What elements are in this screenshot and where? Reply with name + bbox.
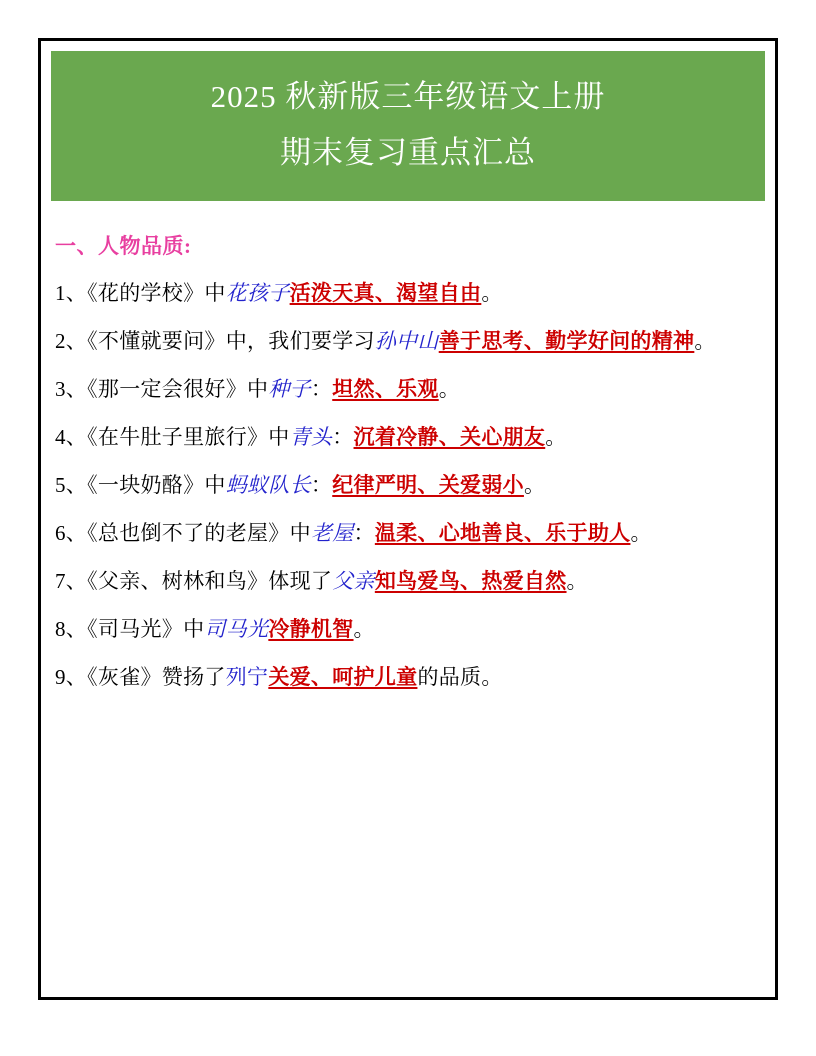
item-prefix: 《总也倒不了的老屋》中 [87,521,311,545]
list-item [55,317,761,365]
item-character-name: 老屋 [310,521,354,545]
item-index: 3、 [55,377,88,401]
item-suffix: 。 [630,521,652,545]
item-character-name: 蚂蚁队长 [225,473,311,497]
item-index: 7、 [55,569,88,593]
item-suffix: 。 [353,617,375,641]
section-heading: 一、人物品质: [55,234,192,258]
item-highlight: 冷静机智 [268,617,354,641]
item-highlight: 关爱、呵护儿童 [268,665,418,689]
item-highlight: 坦然、乐观 [332,377,439,401]
item-index: 6、 [55,521,88,545]
item-mid: ： [310,377,333,401]
item-suffix: 。 [523,473,546,497]
item-suffix: 。 [694,329,716,353]
list-item [55,605,761,653]
item-suffix: 。 [481,281,503,305]
item-highlight: 沉着冷静、关心朋友 [353,425,546,449]
item-highlight: 活泼天真、渴望自由 [289,281,482,305]
list-item [55,653,761,701]
item-character-name: 列宁 [225,665,269,689]
list-item [55,365,761,413]
item-prefix: 《父亲、树林和鸟》体现了 [87,569,333,593]
title-line-2: 期末复习重点汇总 [280,135,536,170]
item-index: 5、 [55,473,88,497]
item-character-name: 孙中山 [374,329,439,353]
item-highlight: 知鸟爱鸟、热爱自然 [374,569,567,593]
item-character-name: 青头 [289,425,333,449]
item-character-name: 父亲 [332,569,375,593]
item-suffix: 的品质。 [417,665,503,689]
item-index: 1、 [55,281,88,305]
item-highlight: 善于思考、勤学好问的精神 [438,329,695,353]
document-sheet [38,38,778,1000]
title-banner [51,51,765,201]
item-prefix: 《不懂就要问》中，我们要学习 [87,329,375,353]
list-item [55,557,761,605]
list-item [55,461,761,509]
item-prefix: 《一块奶酪》中 [87,473,226,497]
item-prefix: 《司马光》中 [87,617,205,641]
item-suffix: 。 [566,569,588,593]
item-index: 2、 [55,329,88,353]
item-suffix: 。 [545,425,567,449]
item-prefix: 《灰雀》赞扬了 [87,665,226,689]
document-body [41,201,775,701]
item-index: 8、 [55,617,88,641]
item-prefix: 《在牛肚子里旅行》中 [87,425,290,449]
item-character-name: 司马光 [204,617,269,641]
item-index: 9、 [55,665,88,689]
item-index: 4、 [55,425,88,449]
item-suffix: 。 [438,377,461,401]
list-item [55,269,761,317]
title-line-1: 2025 秋新版三年级语文上册 [210,79,606,114]
item-highlight: 温柔、心地善良、乐于助人 [374,521,631,545]
list-item [55,509,761,557]
item-highlight: 纪律严明、关爱弱小 [332,473,524,497]
item-mid: ： [332,425,354,449]
item-character-name: 花孩子 [225,281,290,305]
item-prefix: 《那一定会很好》中 [87,377,269,401]
list-item [55,413,761,461]
item-character-name: 种子 [268,377,311,401]
item-prefix: 《花的学校》中 [87,281,226,305]
item-mid: ： [310,473,333,497]
item-mid: ： [353,521,375,545]
